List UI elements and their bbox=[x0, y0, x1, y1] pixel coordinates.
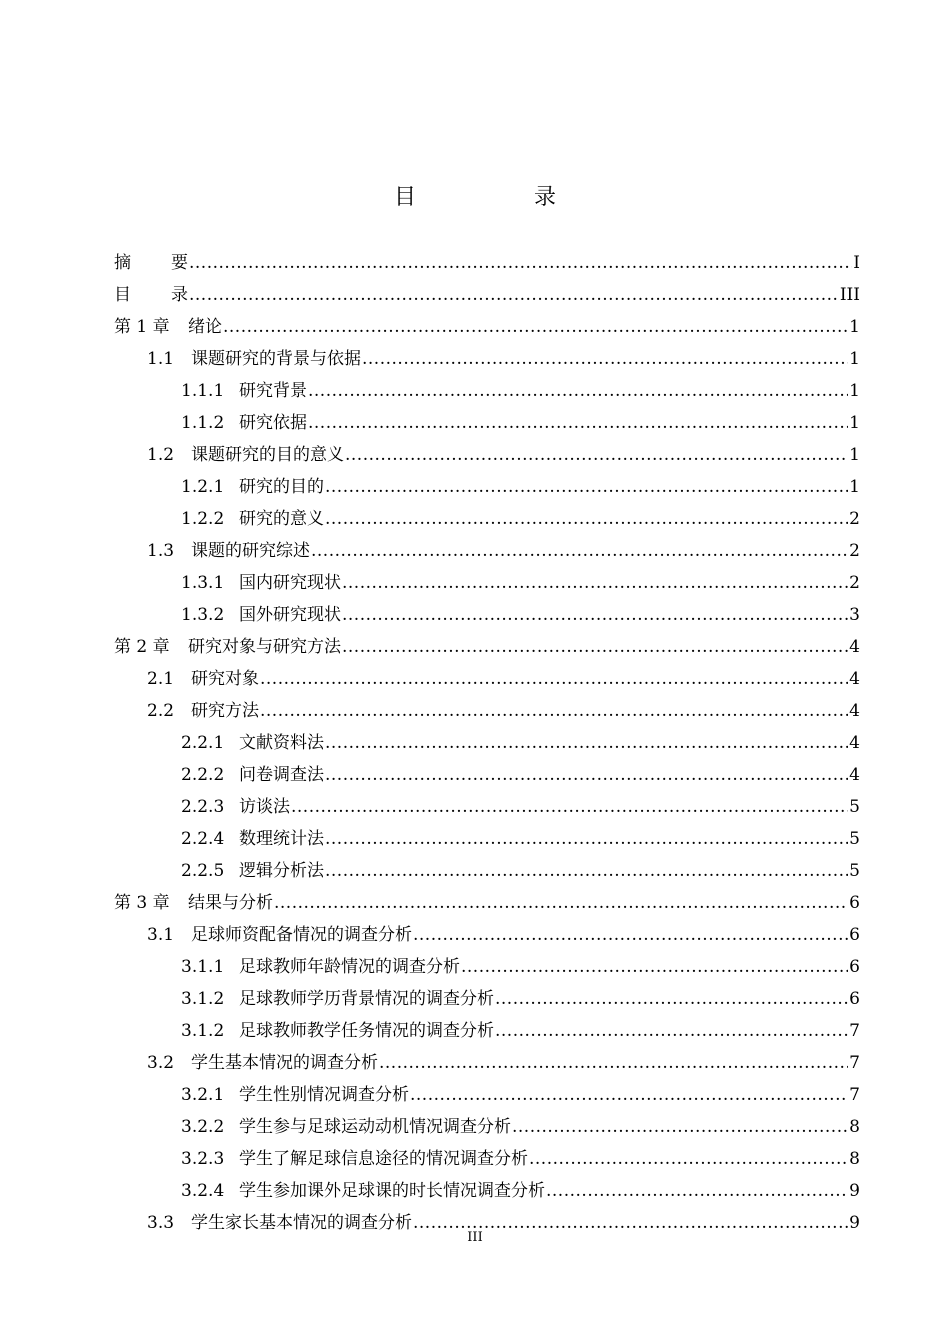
toc-entry[interactable] bbox=[114, 279, 860, 311]
toc-entry-label: 足球教师年龄情况的调查分析 bbox=[239, 957, 460, 977]
toc-entry-label: 录 bbox=[171, 285, 188, 305]
toc-entry[interactable] bbox=[114, 1143, 860, 1175]
page-title: 目 录 bbox=[393, 185, 604, 210]
toc-entry-number: 1.3.1 bbox=[181, 573, 225, 593]
toc-entry[interactable] bbox=[114, 791, 860, 823]
toc-entry-page: 4 bbox=[849, 733, 860, 753]
toc-entry-label: 结果与分析 bbox=[188, 893, 273, 913]
toc-dot-leader bbox=[291, 791, 848, 823]
toc-entry[interactable] bbox=[114, 247, 860, 279]
toc-dot-leader bbox=[260, 663, 848, 695]
toc-entry-number: 2.1 bbox=[147, 669, 175, 689]
toc-entry-label: 研究对象与研究方法 bbox=[188, 637, 341, 657]
toc-entry[interactable] bbox=[114, 407, 860, 439]
toc-entry[interactable] bbox=[114, 567, 860, 599]
toc-entry-label: 访谈法 bbox=[239, 797, 290, 817]
toc-entry-label: 学生参与足球运动动机情况调查分析 bbox=[239, 1117, 511, 1137]
toc-entry-number: 1.2.1 bbox=[181, 477, 225, 497]
toc-entry-number: 第 1 章 bbox=[114, 317, 170, 337]
toc-entry[interactable] bbox=[114, 919, 860, 951]
toc-dot-leader bbox=[345, 439, 848, 471]
toc-entry-label: 文献资料法 bbox=[239, 733, 324, 753]
toc-entry-page: 2 bbox=[849, 541, 860, 561]
toc-entry-page: 5 bbox=[849, 829, 860, 849]
toc-dot-leader bbox=[325, 503, 848, 535]
toc-entry-label: 足球教师教学任务情况的调查分析 bbox=[239, 1021, 494, 1041]
toc-entry-page: 1 bbox=[849, 445, 860, 465]
toc-entry-number: 3.2.2 bbox=[181, 1117, 225, 1137]
toc-entry[interactable] bbox=[114, 599, 860, 631]
toc-entry-page: 3 bbox=[849, 605, 860, 625]
toc-dot-leader bbox=[342, 599, 848, 631]
toc-entry-page: 1 bbox=[849, 317, 860, 337]
toc-entry-number: 2.2.4 bbox=[181, 829, 225, 849]
toc-entry-label: 学生基本情况的调查分析 bbox=[191, 1053, 378, 1073]
toc-dot-leader bbox=[325, 759, 848, 791]
toc-entry[interactable] bbox=[114, 471, 860, 503]
toc-entry-label: 数理统计法 bbox=[239, 829, 324, 849]
toc-entry-label: 研究依据 bbox=[239, 413, 307, 433]
toc-entry-page: 2 bbox=[849, 573, 860, 593]
toc-dot-leader bbox=[495, 1015, 848, 1047]
toc-entry-page: 9 bbox=[849, 1181, 860, 1201]
toc-entry-number: 1.2 bbox=[147, 445, 175, 465]
toc-entry-page: 4 bbox=[849, 669, 860, 689]
toc-entry-label: 国外研究现状 bbox=[239, 605, 341, 625]
toc-entry-page: 4 bbox=[849, 637, 860, 657]
toc-entry-number: 1.1.2 bbox=[181, 413, 225, 433]
toc-entry-number: 3.2.4 bbox=[181, 1181, 225, 1201]
toc-entry-label: 足球教师学历背景情况的调查分析 bbox=[239, 989, 494, 1009]
toc-entry[interactable] bbox=[114, 823, 860, 855]
toc-entry-label: 学生性别情况调查分析 bbox=[239, 1085, 409, 1105]
toc-entry-number: 2.2.2 bbox=[181, 765, 225, 785]
toc-entry[interactable] bbox=[114, 1047, 860, 1079]
toc-entry[interactable] bbox=[114, 1079, 860, 1111]
toc-entry[interactable] bbox=[114, 983, 860, 1015]
toc-entry-label: 研究的目的 bbox=[239, 477, 324, 497]
toc-entry-page: 9 bbox=[849, 1213, 860, 1233]
toc-entry[interactable] bbox=[114, 855, 860, 887]
toc-entry-number: 目 bbox=[114, 285, 131, 305]
toc-entry-number: 2.2.3 bbox=[181, 797, 225, 817]
toc-dot-leader bbox=[325, 727, 848, 759]
toc-entry[interactable] bbox=[114, 631, 860, 663]
toc-entry-number: 3.3 bbox=[147, 1213, 175, 1233]
toc-entry-page: 8 bbox=[849, 1149, 860, 1169]
toc-dot-leader bbox=[379, 1047, 848, 1079]
toc-entry-label: 学生参加课外足球课的时长情况调查分析 bbox=[239, 1181, 545, 1201]
toc-entry-label: 绪论 bbox=[188, 317, 222, 337]
toc-entry-number: 第 3 章 bbox=[114, 893, 170, 913]
toc-entry-page: 1 bbox=[849, 413, 860, 433]
toc-entry[interactable] bbox=[114, 439, 860, 471]
toc-entry-label: 逻辑分析法 bbox=[239, 861, 324, 881]
toc-entry-label: 研究对象 bbox=[191, 669, 259, 689]
toc-entry[interactable] bbox=[114, 951, 860, 983]
toc-dot-leader bbox=[308, 375, 848, 407]
toc-dot-leader bbox=[529, 1143, 848, 1175]
toc-dot-leader bbox=[189, 247, 852, 279]
toc-dot-leader bbox=[260, 695, 848, 727]
toc-dot-leader bbox=[413, 919, 848, 951]
toc-entry[interactable] bbox=[114, 887, 860, 919]
toc-entry-page: 1 bbox=[849, 477, 860, 497]
toc-entry-label: 学生家长基本情况的调查分析 bbox=[191, 1213, 412, 1233]
toc-entry-label: 问卷调查法 bbox=[239, 765, 324, 785]
toc-entry[interactable] bbox=[114, 343, 860, 375]
toc-dot-leader bbox=[495, 983, 848, 1015]
toc-entry-page: 1 bbox=[849, 381, 860, 401]
toc-entry-number: 3.2 bbox=[147, 1053, 175, 1073]
toc-entry[interactable] bbox=[114, 375, 860, 407]
toc-entry-number: 2.2 bbox=[147, 701, 175, 721]
toc-entry[interactable] bbox=[114, 759, 860, 791]
toc-entry-number: 3.1.2 bbox=[181, 989, 225, 1009]
toc-entry-number: 1.3.2 bbox=[181, 605, 225, 625]
toc-entry-number: 1.3 bbox=[147, 541, 175, 561]
toc-entry-page: I bbox=[853, 253, 860, 273]
toc-dot-leader bbox=[546, 1175, 848, 1207]
toc-dot-leader bbox=[223, 311, 848, 343]
toc-entry[interactable] bbox=[114, 663, 860, 695]
toc-entry-label: 研究方法 bbox=[191, 701, 259, 721]
toc-entry-page: 6 bbox=[849, 989, 860, 1009]
toc-entry-number: 第 2 章 bbox=[114, 637, 170, 657]
toc-entry[interactable] bbox=[114, 503, 860, 535]
toc-entry-number: 1.1 bbox=[147, 349, 175, 369]
toc-dot-leader bbox=[325, 471, 848, 503]
toc-dot-leader bbox=[325, 823, 848, 855]
toc-entry-page: 6 bbox=[849, 957, 860, 977]
toc-dot-leader bbox=[362, 343, 848, 375]
toc-dot-leader bbox=[189, 279, 839, 311]
toc-entry[interactable] bbox=[114, 695, 860, 727]
toc-dot-leader bbox=[342, 631, 848, 663]
toc-entry-number: 3.1.2 bbox=[181, 1021, 225, 1041]
toc-dot-leader bbox=[274, 887, 848, 919]
toc-entry-page: 5 bbox=[849, 797, 860, 817]
toc-entry-page: 7 bbox=[849, 1085, 860, 1105]
toc-entry[interactable] bbox=[114, 535, 860, 567]
toc-entry[interactable] bbox=[114, 1175, 860, 1207]
toc-dot-leader bbox=[410, 1079, 848, 1111]
toc-entry-label: 要 bbox=[171, 253, 188, 273]
toc-dot-leader bbox=[325, 855, 848, 887]
toc-entry-label: 研究背景 bbox=[239, 381, 307, 401]
page-number-footer: III bbox=[467, 1230, 483, 1245]
toc-entry-label: 国内研究现状 bbox=[239, 573, 341, 593]
toc-entry[interactable] bbox=[114, 1111, 860, 1143]
toc-entry[interactable] bbox=[114, 311, 860, 343]
toc-entry-number: 摘 bbox=[114, 253, 131, 273]
toc-entry-page: 4 bbox=[849, 701, 860, 721]
toc-entry[interactable] bbox=[114, 1015, 860, 1047]
toc-entry-label: 足球师资配备情况的调查分析 bbox=[191, 925, 412, 945]
toc-entry-number: 2.2.5 bbox=[181, 861, 225, 881]
toc-dot-leader bbox=[342, 567, 848, 599]
toc-entry-number: 3.1 bbox=[147, 925, 175, 945]
toc-entry-page: 1 bbox=[849, 349, 860, 369]
toc-dot-leader bbox=[308, 407, 848, 439]
toc-entry-number: 3.2.3 bbox=[181, 1149, 225, 1169]
toc-entry-number: 3.2.1 bbox=[181, 1085, 225, 1105]
toc-dot-leader bbox=[461, 951, 848, 983]
toc-entry-label: 课题研究的背景与依据 bbox=[191, 349, 361, 369]
toc-entry-number: 2.2.1 bbox=[181, 733, 225, 753]
toc-entry-label: 学生了解足球信息途径的情况调查分析 bbox=[239, 1149, 528, 1169]
toc-entry-page: 8 bbox=[849, 1117, 860, 1137]
toc-entry-page: 7 bbox=[849, 1053, 860, 1073]
toc-entry-page: 4 bbox=[849, 765, 860, 785]
toc-entry-page: 7 bbox=[849, 1021, 860, 1041]
toc-entry-number: 3.1.1 bbox=[181, 957, 225, 977]
toc-dot-leader bbox=[512, 1111, 848, 1143]
toc-entry-label: 课题的研究综述 bbox=[191, 541, 310, 561]
toc-entry-label: 课题研究的目的意义 bbox=[191, 445, 344, 465]
toc-entry-label: 研究的意义 bbox=[239, 509, 324, 529]
toc-entry-page: 6 bbox=[849, 925, 860, 945]
toc-entry-number: 1.2.2 bbox=[181, 509, 225, 529]
table-of-contents bbox=[114, 247, 860, 1239]
toc-entry-page: 5 bbox=[849, 861, 860, 881]
toc-dot-leader bbox=[311, 535, 848, 567]
toc-entry-number: 1.1.1 bbox=[181, 381, 225, 401]
toc-entry-page: 2 bbox=[849, 509, 860, 529]
toc-entry-page: 6 bbox=[849, 893, 860, 913]
toc-entry-page: III bbox=[839, 285, 860, 305]
toc-entry[interactable] bbox=[114, 727, 860, 759]
